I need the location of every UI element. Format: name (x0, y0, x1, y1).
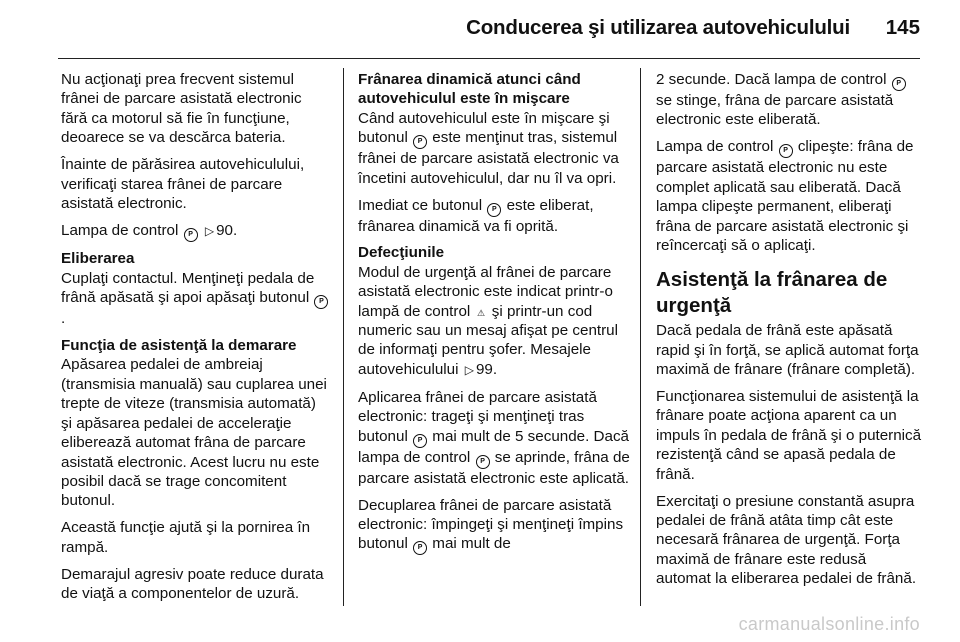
parking-brake-icon: P (413, 434, 427, 448)
text: este menţinut tras, sistemul frânei de parcare asistată electronic va încetini autovehiculul, dar nu îl va opri. (358, 129, 619, 187)
watermark: carmanualsonline.info (738, 614, 920, 634)
parking-brake-icon: P (779, 144, 793, 158)
text: Lampa de control (656, 138, 774, 156)
paragraph-check-brake: Înainte de părăsirea autovehiculului, verificaţi starea frânei de parcare asistată electronic. (61, 156, 305, 212)
paragraph-lampa-clipeste (656, 137, 924, 255)
paragraph-aplicarea (358, 388, 630, 488)
page-header (0, 0, 960, 58)
subheading-defectiunile: Defecţiunile (358, 244, 445, 262)
section-dinamica (358, 70, 630, 188)
text: se stinge, frâna de parcare asistată electronic este eliberată. (656, 92, 894, 129)
paragraph-urgenta-1: Dacă pedala de frână este apăsată rapid şi în forţă, se aplică automat forţa maximă de frânare (frânare completă). (656, 322, 919, 379)
parking-brake-icon: P (487, 203, 501, 217)
subheading-dinamica: Frânarea dinamică atunci când autovehiculul este în mişcare (358, 71, 581, 108)
text: este eliberat, frânarea dinamică va fi oprită. (358, 196, 594, 235)
column-1 (61, 70, 331, 611)
parking-brake-icon: P (476, 455, 490, 469)
subheading-demarare: Funcţia de asistenţă la demarare (61, 337, 297, 355)
paragraph-battery-warning: Nu acţionaţi prea frecvent sistemul frânei de parcare asistată electronic fără ca motorul să fie în funcţiune, deoarece se va descărca bateria. (61, 71, 302, 147)
warning-icon: ⚠ (476, 307, 486, 318)
parking-brake-icon: P (184, 228, 198, 242)
reference-arrow-icon: ▷ (464, 362, 474, 377)
text: Imediat ce butonul (358, 196, 483, 214)
column-divider-1 (343, 68, 344, 606)
paragraph-rampa: Această funcţie ajută şi la pornirea în rampă. (61, 519, 311, 556)
text: mai mult de (432, 535, 511, 553)
parking-brake-icon: P (892, 77, 906, 91)
column-divider-2 (640, 68, 641, 606)
paragraph-urgenta-3: Exercitaţi o presiune constantă asupra pedalei de frână atâta timp cât este necesară frânarea de urgenţă. Forţa maximă de frânare este redusă automat la eliberarea pedalei de frână. (656, 492, 917, 588)
page-reference: 90. (216, 221, 238, 239)
subheading-eliberarea: Eliberarea (61, 250, 135, 268)
text: şi printr-un cod numeric sau un mesaj afişat pe centrul de informaţi pentru şofer. Mesajele autovehiculului (358, 302, 619, 378)
section-defectiunile (358, 243, 630, 380)
section-demarare (61, 336, 331, 511)
text: Aplicarea frânei de parcare asistată electronic: trageţi şi menţineţi tras butonul (358, 388, 597, 445)
column-2 (358, 70, 630, 563)
text: . (61, 310, 66, 328)
parking-brake-icon: P (314, 295, 328, 309)
page-number: 145 (885, 16, 920, 39)
paragraph-demaraj: Demarajul agresiv poate reduce durata de viaţă a componentelor de uzură. (61, 565, 324, 602)
section-eliberarea (61, 249, 331, 328)
paragraph-imediat (358, 196, 630, 236)
page-reference: 99. (475, 360, 498, 378)
paragraph-decuplarea (358, 496, 630, 556)
section-heading-emergency-brake-assist: Asistenţă la frânarea de urgenţă (656, 268, 888, 318)
text: Când autovehiculul este în mişcare şi butonul (358, 109, 610, 147)
parking-brake-icon: P (413, 541, 427, 555)
text: Decuplarea frânei de parcare asistată electronic: împingeţi şi menţineţi împins butonul (358, 496, 624, 553)
reference-arrow-icon: ▷ (204, 223, 215, 238)
text: 2 secunde. Dacă lampa de control (656, 71, 887, 88)
text: Apăsarea pedalei de ambreiaj (transmisia manuală) sau cuplarea unei trepte de viteze (transmisia automată) şi apăsarea pedalei de acceleraţie eliberează automat frâna de parcare asistată electronic. Acest lucru nu este posibil dacă se trage concomitent butonul. (61, 356, 327, 510)
page-header-title: Conducerea şi utilizarea autovehiculului (466, 16, 850, 39)
column-3 (656, 70, 924, 596)
paragraph-control-lamp-ref (61, 221, 331, 242)
paragraph-continuation (656, 70, 924, 130)
header-divider (58, 58, 920, 59)
parking-brake-icon: P (413, 135, 427, 149)
text: mai mult de 5 secunde. Dacă lampa de control (358, 427, 629, 466)
text: Modul de urgenţă al frânei de parcare asistată electronic este indicat printr-o lampă de control (358, 263, 613, 320)
text: se aprinde, frâna de parcare asistată electronic este aplicată. (358, 448, 630, 487)
paragraph-urgenta-2: Funcţionarea sistemului de asistenţă la frânare poate acţiona aparent ca un impuls în pedala de frână şi o puternică rezistenţă când se apasă pedala de frână. (656, 388, 922, 483)
text: Lampa de control (61, 221, 179, 239)
text: clipeşte: frâna de parcare asistată electronic nu este complet aplicată sau eliberată. Dacă lampa clipeşte permanent, eliberaţi frâna de parcare asistată electronic şi reîncercaţi să o aplicaţi. (656, 138, 914, 254)
text: Cuplaţi contactul. Menţineţi pedala de frână apăsată şi apoi apăsaţi butonul (61, 269, 315, 307)
